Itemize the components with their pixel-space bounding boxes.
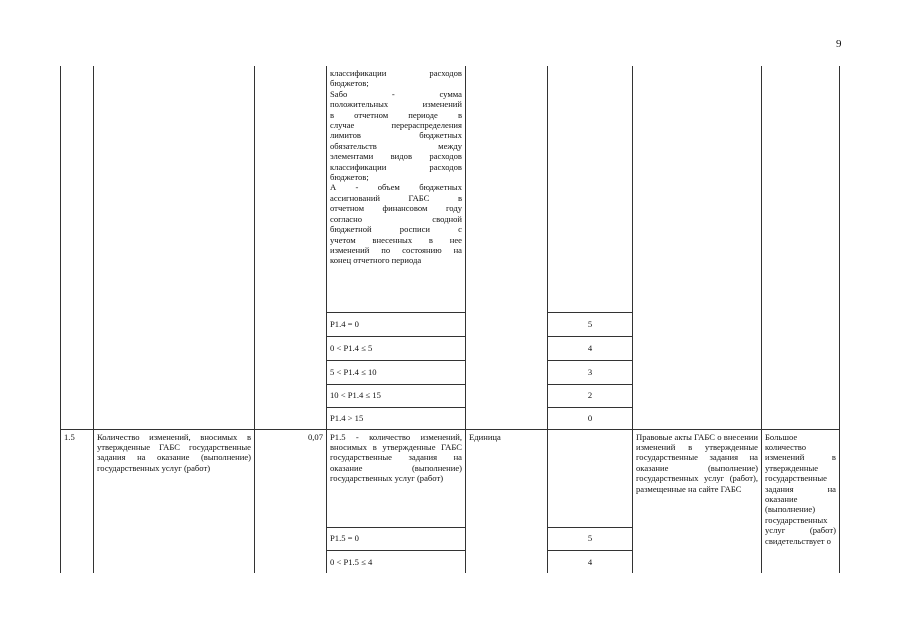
- score-points: 5: [548, 527, 633, 550]
- cell-formula-cont: [327, 66, 466, 312]
- score-condition: P1.4 > 15: [327, 407, 466, 429]
- cell-weight: 0,07: [255, 429, 327, 573]
- cell-number: 1.5: [61, 429, 94, 573]
- cell-name-cont: [94, 66, 255, 429]
- table-row: [61, 66, 840, 312]
- formula-line: учетом внесенных в нее: [330, 234, 462, 245]
- formula-line: классификации расходов: [330, 68, 462, 78]
- cell-points-header: [548, 429, 633, 527]
- formula-line: бюджетов;: [330, 172, 369, 183]
- score-points: 5: [548, 312, 633, 336]
- cell-points-cont: [548, 66, 633, 312]
- score-points: 4: [548, 550, 633, 573]
- formula-line: отчетном финансовом году: [330, 203, 462, 214]
- score-points: 4: [548, 336, 633, 360]
- score-points: 2: [548, 384, 633, 407]
- formula-line: положительных изменений: [330, 99, 462, 110]
- cell-comment-cont: [762, 66, 840, 429]
- formula-line: конец отчетного периода: [330, 255, 422, 266]
- score-condition: P1.5 = 0: [327, 527, 466, 550]
- page-number: 9: [836, 38, 842, 50]
- cell-source-cont: [633, 66, 762, 429]
- score-points: 0: [548, 407, 633, 429]
- score-condition: 0 < P1.5 ≤ 4: [327, 550, 466, 573]
- formula-line: случае перераспределения: [330, 120, 462, 131]
- cell-weight-cont: [255, 66, 327, 429]
- formula-line: лимитов бюджетных: [330, 130, 462, 141]
- score-points: 3: [548, 360, 633, 384]
- formula-line: изменений по состоянию на: [330, 244, 462, 255]
- formula-line: А - объем бюджетных: [330, 182, 462, 193]
- cell-comment: Большое количество изменений в утвержденные государственные задания на оказание (выполнение) государственных услуг (работ) свидетельствует о: [762, 429, 840, 573]
- formula-line: классификации расходов: [330, 161, 462, 172]
- score-condition: P1.4 = 0: [327, 312, 466, 336]
- cell-unit: Единица: [466, 429, 548, 573]
- formula-line: бюджетов;: [330, 78, 369, 89]
- formula-line: ассигнований ГАБС в: [330, 192, 462, 203]
- formula-line: элементами видов расходов: [330, 151, 462, 162]
- formula-line: обязательств между: [330, 140, 462, 151]
- score-condition: 10 < P1.4 ≤ 15: [327, 384, 466, 407]
- score-condition: 0 < P1.4 ≤ 5: [327, 336, 466, 360]
- cell-formula: P1.5 - количество изменений, вносимых в утвержденные ГАБС государственные задания на оказание (выполнение) государственных услуг (работ): [327, 429, 466, 527]
- indicators-table: [60, 66, 840, 573]
- cell-unit-cont: [466, 66, 548, 429]
- formula-line: Sабо - сумма: [330, 88, 462, 99]
- cell-number-cont: [61, 66, 94, 429]
- formula-line: в отчетном периоде в: [330, 109, 462, 120]
- table-row: [61, 429, 840, 527]
- cell-source: Правовые акты ГАБС о внесении изменений в утвержденные государственные задания на оказание (выполнение) государственных услуг (работ), размещенные на сайте ГАБС: [633, 429, 762, 573]
- score-condition: 5 < P1.4 ≤ 10: [327, 360, 466, 384]
- formula-line: бюджетной росписи с: [330, 224, 462, 235]
- formula-line: согласно сводной: [330, 213, 462, 224]
- cell-name: Количество изменений, вносимых в утвержденные ГАБС государственные задания на оказание (выполнение) государственных услуг (работ): [94, 429, 255, 573]
